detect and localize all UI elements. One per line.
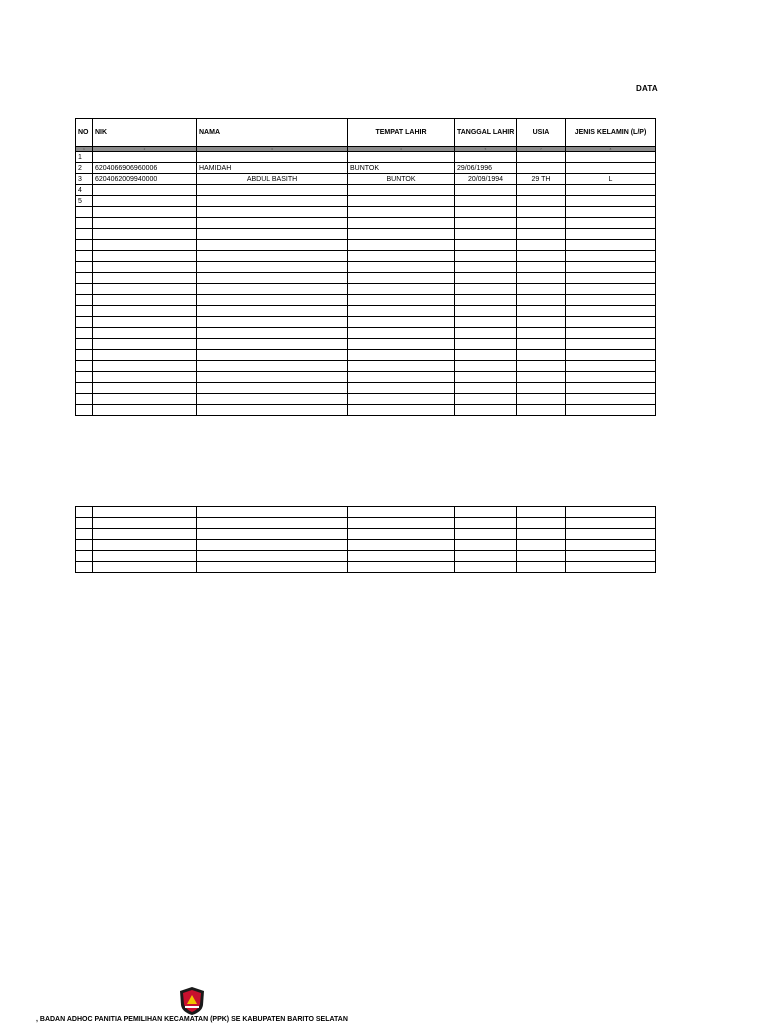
cell-nama: HAMIDAH <box>197 163 348 174</box>
cell-tempat: BUNTOK <box>348 174 455 185</box>
empty-table-row <box>76 529 656 540</box>
empty-cell <box>93 295 197 306</box>
column-number: 4 <box>348 147 455 152</box>
empty-cell <box>76 518 93 529</box>
empty-cell <box>566 350 656 361</box>
empty-cell <box>517 529 566 540</box>
empty-table-row <box>76 328 656 339</box>
empty-cell <box>197 218 348 229</box>
empty-cell <box>455 518 517 529</box>
empty-table-row <box>76 284 656 295</box>
empty-cell <box>455 405 517 416</box>
empty-cell <box>517 361 566 372</box>
empty-table-row <box>76 540 656 551</box>
cell-jk <box>566 152 656 163</box>
empty-cell <box>76 529 93 540</box>
empty-table-row <box>76 339 656 350</box>
empty-cell <box>517 262 566 273</box>
empty-cell <box>76 551 93 562</box>
empty-cell <box>76 507 93 518</box>
empty-cell <box>93 218 197 229</box>
empty-cell <box>93 328 197 339</box>
empty-cell <box>348 562 455 573</box>
empty-cell <box>566 507 656 518</box>
empty-cell <box>76 295 93 306</box>
empty-cell <box>197 405 348 416</box>
empty-cell <box>566 540 656 551</box>
empty-table-row <box>76 350 656 361</box>
empty-cell <box>348 551 455 562</box>
empty-cell <box>76 405 93 416</box>
empty-cell <box>455 251 517 262</box>
empty-cell <box>197 562 348 573</box>
empty-cell <box>455 562 517 573</box>
empty-cell <box>197 394 348 405</box>
empty-cell <box>566 240 656 251</box>
empty-cell <box>197 328 348 339</box>
empty-cell <box>197 339 348 350</box>
cell-usia <box>517 185 566 196</box>
column-number: 7 <box>517 147 566 152</box>
empty-cell <box>348 339 455 350</box>
empty-cell <box>566 218 656 229</box>
column-number: 2 <box>93 147 197 152</box>
empty-cell <box>76 372 93 383</box>
empty-cell <box>93 551 197 562</box>
empty-cell <box>76 306 93 317</box>
empty-cell <box>455 328 517 339</box>
empty-table-row <box>76 295 656 306</box>
cell-nama <box>197 152 348 163</box>
cell-tempat <box>348 185 455 196</box>
empty-cell <box>93 394 197 405</box>
empty-cell <box>455 284 517 295</box>
empty-cell <box>348 229 455 240</box>
cell-no: 5 <box>76 196 93 207</box>
footer-caption: , BADAN ADHOC PANITIA PEMILIHAN KECAMATAN (PPK) SE KABUPATEN BARITO SELATAN <box>36 1016 348 1023</box>
empty-cell <box>566 207 656 218</box>
empty-cell <box>348 350 455 361</box>
empty-cell <box>455 317 517 328</box>
empty-cell <box>455 551 517 562</box>
cell-no: 3 <box>76 174 93 185</box>
cell-nik <box>93 185 197 196</box>
empty-cell <box>197 262 348 273</box>
empty-cell <box>76 229 93 240</box>
empty-cell <box>517 551 566 562</box>
cell-usia <box>517 152 566 163</box>
empty-cell <box>348 273 455 284</box>
cell-jk <box>566 196 656 207</box>
cell-jk <box>566 163 656 174</box>
empty-cell <box>455 229 517 240</box>
empty-cell <box>455 306 517 317</box>
main-data-table <box>75 118 656 416</box>
empty-cell <box>93 372 197 383</box>
empty-cell <box>197 229 348 240</box>
empty-cell <box>566 284 656 295</box>
cell-nik: 6204066906960006 <box>93 163 197 174</box>
empty-cell <box>93 339 197 350</box>
empty-cell <box>455 262 517 273</box>
empty-cell <box>566 562 656 573</box>
empty-cell <box>93 284 197 295</box>
empty-cell <box>455 529 517 540</box>
cell-nama: ABDUL BASITH <box>197 174 348 185</box>
column-number: 1 <box>76 147 93 152</box>
header-tempat-lahir: TEMPAT LAHIR <box>348 119 455 147</box>
secondary-empty-table <box>75 506 656 573</box>
empty-cell <box>566 339 656 350</box>
table-row <box>76 163 656 174</box>
empty-cell <box>566 295 656 306</box>
empty-cell <box>517 218 566 229</box>
empty-cell <box>93 262 197 273</box>
empty-cell <box>76 328 93 339</box>
empty-cell <box>348 361 455 372</box>
empty-cell <box>517 562 566 573</box>
empty-table-row <box>76 518 656 529</box>
empty-cell <box>197 295 348 306</box>
empty-cell <box>197 273 348 284</box>
empty-cell <box>455 207 517 218</box>
empty-cell <box>348 529 455 540</box>
empty-cell <box>348 251 455 262</box>
empty-cell <box>76 562 93 573</box>
empty-table-row <box>76 273 656 284</box>
empty-cell <box>348 372 455 383</box>
empty-cell <box>348 218 455 229</box>
empty-cell <box>76 207 93 218</box>
empty-cell <box>76 262 93 273</box>
empty-cell <box>455 240 517 251</box>
empty-cell <box>455 507 517 518</box>
empty-cell <box>348 405 455 416</box>
empty-cell <box>93 562 197 573</box>
cell-tanggal <box>455 196 517 207</box>
cell-no: 1 <box>76 152 93 163</box>
empty-cell <box>517 518 566 529</box>
empty-cell <box>197 361 348 372</box>
table-row <box>76 185 656 196</box>
cell-tanggal: 20/09/1994 <box>455 174 517 185</box>
header-jenis-kelamin: JENIS KELAMIN (L/P) <box>566 119 656 147</box>
cell-usia <box>517 196 566 207</box>
empty-table-row <box>76 251 656 262</box>
cell-tanggal: 29/06/1996 <box>455 163 517 174</box>
empty-table-row <box>76 262 656 273</box>
empty-cell <box>197 507 348 518</box>
empty-cell <box>517 372 566 383</box>
empty-cell <box>517 284 566 295</box>
empty-cell <box>566 361 656 372</box>
empty-cell <box>566 229 656 240</box>
empty-cell <box>517 251 566 262</box>
cell-nik <box>93 196 197 207</box>
empty-cell <box>197 306 348 317</box>
empty-cell <box>76 383 93 394</box>
header-usia: USIA <box>517 119 566 147</box>
empty-cell <box>517 240 566 251</box>
empty-cell <box>197 372 348 383</box>
table-row <box>76 174 656 185</box>
empty-cell <box>76 339 93 350</box>
empty-table-row <box>76 372 656 383</box>
cell-jk: L <box>566 174 656 185</box>
empty-cell <box>566 306 656 317</box>
empty-cell <box>348 328 455 339</box>
empty-cell <box>76 240 93 251</box>
empty-cell <box>517 350 566 361</box>
empty-cell <box>76 350 93 361</box>
empty-cell <box>76 317 93 328</box>
empty-cell <box>348 306 455 317</box>
header-row <box>76 119 656 147</box>
empty-cell <box>517 328 566 339</box>
empty-cell <box>455 540 517 551</box>
empty-cell <box>197 207 348 218</box>
empty-cell <box>197 317 348 328</box>
empty-cell <box>76 361 93 372</box>
empty-cell <box>517 317 566 328</box>
empty-cell <box>566 518 656 529</box>
empty-cell <box>197 551 348 562</box>
empty-cell <box>197 529 348 540</box>
empty-cell <box>348 507 455 518</box>
empty-cell <box>76 251 93 262</box>
cell-tanggal <box>455 152 517 163</box>
empty-cell <box>93 383 197 394</box>
cell-nik: 6204062009940000 <box>93 174 197 185</box>
cell-nik <box>93 152 197 163</box>
empty-cell <box>517 229 566 240</box>
empty-cell <box>455 361 517 372</box>
cell-usia <box>517 163 566 174</box>
empty-cell <box>348 394 455 405</box>
cell-no: 2 <box>76 163 93 174</box>
cell-usia: 29 TH <box>517 174 566 185</box>
empty-cell <box>197 383 348 394</box>
empty-cell <box>93 350 197 361</box>
empty-cell <box>566 262 656 273</box>
empty-cell <box>517 383 566 394</box>
empty-cell <box>348 262 455 273</box>
empty-cell <box>566 394 656 405</box>
empty-cell <box>517 273 566 284</box>
header-nama: NAMA <box>197 119 348 147</box>
empty-cell <box>517 507 566 518</box>
table-row <box>76 152 656 163</box>
kpu-logo-icon <box>178 986 206 1016</box>
empty-cell <box>76 394 93 405</box>
empty-cell <box>517 405 566 416</box>
empty-cell <box>93 273 197 284</box>
cell-tempat <box>348 152 455 163</box>
empty-cell <box>93 361 197 372</box>
empty-cell <box>348 317 455 328</box>
cell-nama <box>197 185 348 196</box>
empty-cell <box>348 240 455 251</box>
empty-cell <box>455 218 517 229</box>
empty-cell <box>455 372 517 383</box>
empty-cell <box>348 284 455 295</box>
empty-cell <box>348 518 455 529</box>
empty-cell <box>76 284 93 295</box>
empty-cell <box>197 350 348 361</box>
empty-cell <box>93 240 197 251</box>
empty-cell <box>76 273 93 284</box>
empty-table-row <box>76 207 656 218</box>
empty-cell <box>517 394 566 405</box>
empty-table-row <box>76 229 656 240</box>
empty-cell <box>93 251 197 262</box>
empty-cell <box>566 405 656 416</box>
empty-cell <box>455 295 517 306</box>
empty-cell <box>566 328 656 339</box>
empty-cell <box>517 540 566 551</box>
empty-cell <box>93 507 197 518</box>
empty-cell <box>93 405 197 416</box>
cell-tempat: BUNTOK <box>348 163 455 174</box>
empty-table-row <box>76 361 656 372</box>
empty-table-row <box>76 218 656 229</box>
column-number: 8 <box>566 147 656 152</box>
empty-cell <box>93 306 197 317</box>
empty-cell <box>566 251 656 262</box>
empty-cell <box>455 273 517 284</box>
empty-cell <box>566 317 656 328</box>
empty-cell <box>517 207 566 218</box>
empty-table-row <box>76 306 656 317</box>
empty-cell <box>197 240 348 251</box>
column-number: 5 <box>455 147 517 152</box>
header-tanggal-lahir: TANGGAL LAHIR <box>455 119 517 147</box>
empty-cell <box>517 306 566 317</box>
cell-tanggal <box>455 185 517 196</box>
empty-cell <box>566 551 656 562</box>
empty-table-row <box>76 507 656 518</box>
empty-table-row <box>76 562 656 573</box>
empty-cell <box>455 383 517 394</box>
empty-cell <box>566 383 656 394</box>
cell-tempat <box>348 196 455 207</box>
page-title: DATA <box>636 84 658 93</box>
empty-cell <box>348 295 455 306</box>
empty-cell <box>93 518 197 529</box>
empty-cell <box>76 540 93 551</box>
empty-table-row <box>76 551 656 562</box>
empty-cell <box>517 295 566 306</box>
empty-cell <box>455 350 517 361</box>
empty-cell <box>348 540 455 551</box>
empty-cell <box>93 529 197 540</box>
empty-table-row <box>76 240 656 251</box>
empty-table-row <box>76 383 656 394</box>
cell-nama <box>197 196 348 207</box>
empty-cell <box>93 540 197 551</box>
header-no: NO <box>76 119 93 147</box>
cell-jk <box>566 185 656 196</box>
empty-table-row <box>76 394 656 405</box>
empty-cell <box>517 339 566 350</box>
empty-cell <box>348 207 455 218</box>
empty-cell <box>76 218 93 229</box>
empty-cell <box>197 540 348 551</box>
empty-cell <box>93 229 197 240</box>
empty-cell <box>197 284 348 295</box>
empty-table-row <box>76 405 656 416</box>
column-number: 3 <box>197 147 348 152</box>
empty-cell <box>93 317 197 328</box>
empty-cell <box>197 518 348 529</box>
empty-cell <box>455 394 517 405</box>
header-nik: NIK <box>93 119 197 147</box>
table-row <box>76 196 656 207</box>
empty-cell <box>348 383 455 394</box>
empty-cell <box>93 207 197 218</box>
empty-cell <box>566 529 656 540</box>
cell-no: 4 <box>76 185 93 196</box>
empty-cell <box>566 273 656 284</box>
empty-cell <box>566 372 656 383</box>
empty-cell <box>197 251 348 262</box>
empty-table-row <box>76 317 656 328</box>
empty-cell <box>455 339 517 350</box>
